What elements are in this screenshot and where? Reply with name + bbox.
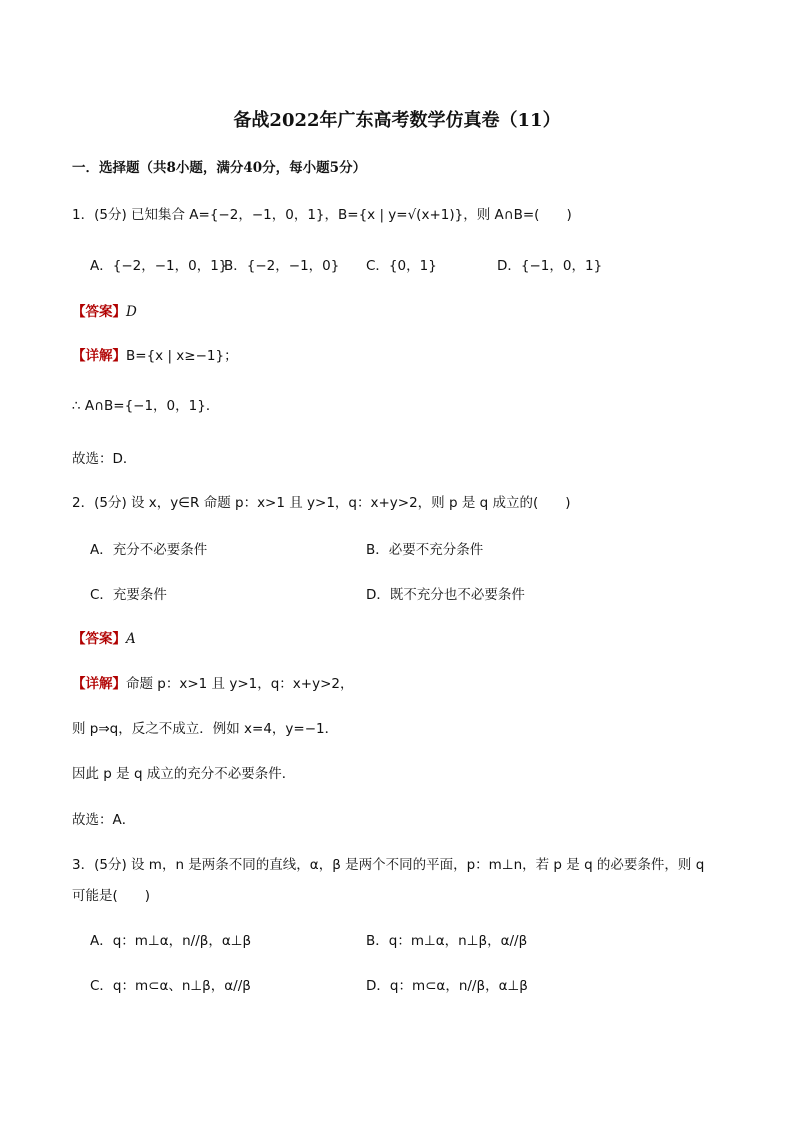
q2-answer: A <box>126 631 136 647</box>
section-heading: 一．选择题（共8小题，满分40分，每小题5分） <box>72 160 367 176</box>
q1-answer-line <box>72 302 137 322</box>
q1-answer: D <box>126 304 137 320</box>
q1-option-c: C．{0，1} <box>366 258 437 274</box>
q2-conclusion: 故选：A． <box>72 812 136 828</box>
q3-stem-2: 可能是( ) <box>72 888 151 904</box>
q1-conclusion: 故选：D． <box>72 451 137 467</box>
q3-option-c: C．q：m⊂α、n⊥β，α//β <box>90 978 251 994</box>
q2-detail-2: 则 p⇒q，反之不成立．例如 x=4，y=−1． <box>72 721 339 737</box>
answer-tag: 【答案】 <box>72 631 126 647</box>
q1-detail-1: B={x | x≥−1}； <box>126 348 238 364</box>
q2-detail-line <box>72 674 353 694</box>
q1-option-d: D．{−1，0，1} <box>497 258 603 274</box>
q2-option-b: B．必要不充分条件 <box>366 542 484 558</box>
q1-option-b: B．{−2，−1，0} <box>224 258 340 274</box>
q2-detail-1: 命题 p：x>1 且 y>1，q：x+y>2， <box>126 676 354 692</box>
q3-option-d: D．q：m⊂α，n//β，α⊥β <box>366 978 528 994</box>
q1-option-a: A．{−2，−1，0，1} <box>90 258 228 274</box>
page-title: 备战2022年广东高考数学仿真卷（11） <box>233 110 561 131</box>
answer-tag: 【答案】 <box>72 304 126 320</box>
q2-option-d: D．既不充分也不必要条件 <box>366 587 525 603</box>
detail-tag: 【详解】 <box>72 348 126 364</box>
q2-detail-3: 因此 p 是 q 成立的充分不必要条件． <box>72 766 296 782</box>
q3-stem-1: 3．(5分) 设 m，n 是两条不同的直线，α，β 是两个不同的平面，p：m⊥n，若 p 是 q 的必要条件，则 q <box>72 857 705 873</box>
q2-option-a: A．充分不必要条件 <box>90 542 208 558</box>
q3-option-a: A．q：m⊥α，n//β，α⊥β <box>90 933 252 949</box>
q1-detail-line <box>72 346 238 366</box>
detail-tag: 【详解】 <box>72 676 126 692</box>
q2-option-c: C．充要条件 <box>90 587 167 603</box>
q2-answer-line <box>72 629 136 649</box>
q1-stem: 1．(5分) 已知集合 A={−2，−1，0，1}，B={x | y=√(x+1)}，则 A∩B=( ) <box>72 207 572 223</box>
q1-detail-2: ∴ A∩B={−1，0，1}． <box>72 398 220 414</box>
q2-stem: 2．(5分) 设 x，y∈R 命题 p：x>1 且 y>1，q：x+y>2，则 p 是 q 成立的( ) <box>72 495 571 511</box>
q3-option-b: B．q：m⊥α，n⊥β，α//β <box>366 933 528 949</box>
